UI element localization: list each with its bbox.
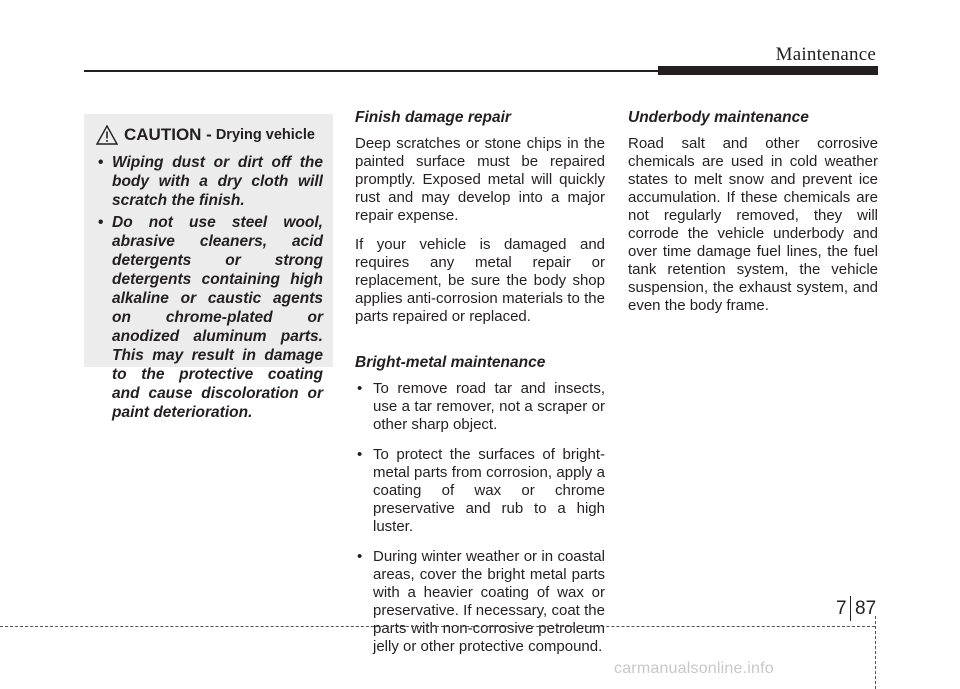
bright-metal-heading: Bright-metal maintenance: [355, 354, 546, 371]
header-rule: [84, 70, 658, 72]
spacer: [355, 337, 605, 353]
caution-item: • Wiping dust or dirt off the body with a dry cloth will scratch the finish.: [94, 153, 323, 210]
caution-item: • Do not use steel wool, abrasive cleaners, acid detergents or strong detergents containing high alkaline or caustic agents on chrome-plated or anodized aluminum parts. This may result in damage to the protective coating and cause discoloration or paint deterioration.: [94, 213, 323, 422]
page-number: 87: [855, 598, 877, 619]
section-title: Maintenance: [775, 44, 876, 65]
footer-rule: [0, 626, 875, 627]
list-item: • To protect the surfaces of bright-metal parts from corrosion, apply a coating of wax or chrome preservative and rub to a high luster.: [355, 446, 605, 536]
finish-paragraph: If your vehicle is damaged and requires any metal repair or replacement, be sure the body shop applies anti-corrosion materials to the parts repaired or replaced.: [355, 236, 605, 325]
warning-triangle-icon: [96, 125, 118, 145]
page-number-divider: [850, 596, 851, 621]
underbody-heading: Underbody maintenance: [628, 109, 809, 126]
caution-list: [94, 153, 323, 422]
list-item: • During winter weather or in coastal areas, cover the bright metal parts with a heavier coating of wax or preservative. If necessary, coat the parts with non-corrosive petroleum jelly or other protective compound.: [355, 548, 605, 656]
underbody-paragraph: Road salt and other corrosive chemicals are used in cold weather states to melt snow and prevent ice accumulation. If these chemicals are not regularly removed, they will corrode the vehicle underbody and over time damage fuel lines, the fuel tank retention system, the vehicle suspension, the exhaust system, and even the body frame.: [628, 135, 878, 314]
header-bar: [658, 66, 878, 75]
right-column: [628, 108, 878, 326]
finish-paragraph: Deep scratches or stone chips in the painted surface must be repaired promptly. Exposed metal will quickly rust and may develop into a major repair expense.: [355, 135, 605, 224]
watermark: carmanualsonline.info: [614, 660, 774, 677]
bright-metal-list: [355, 380, 605, 656]
chapter-number: 7: [836, 598, 847, 619]
caution-subtitle: Drying vehicle: [215, 127, 315, 143]
caution-header: [96, 124, 323, 146]
finish-damage-heading: Finish damage repair: [355, 109, 511, 126]
caution-label: CAUTION -: [124, 125, 212, 144]
middle-column: [355, 108, 605, 668]
caution-box: [84, 114, 333, 421]
list-item: • To remove road tar and insects, use a tar remover, not a scraper or other sharp object.: [355, 380, 605, 434]
footer-vertical-line: [875, 616, 876, 689]
